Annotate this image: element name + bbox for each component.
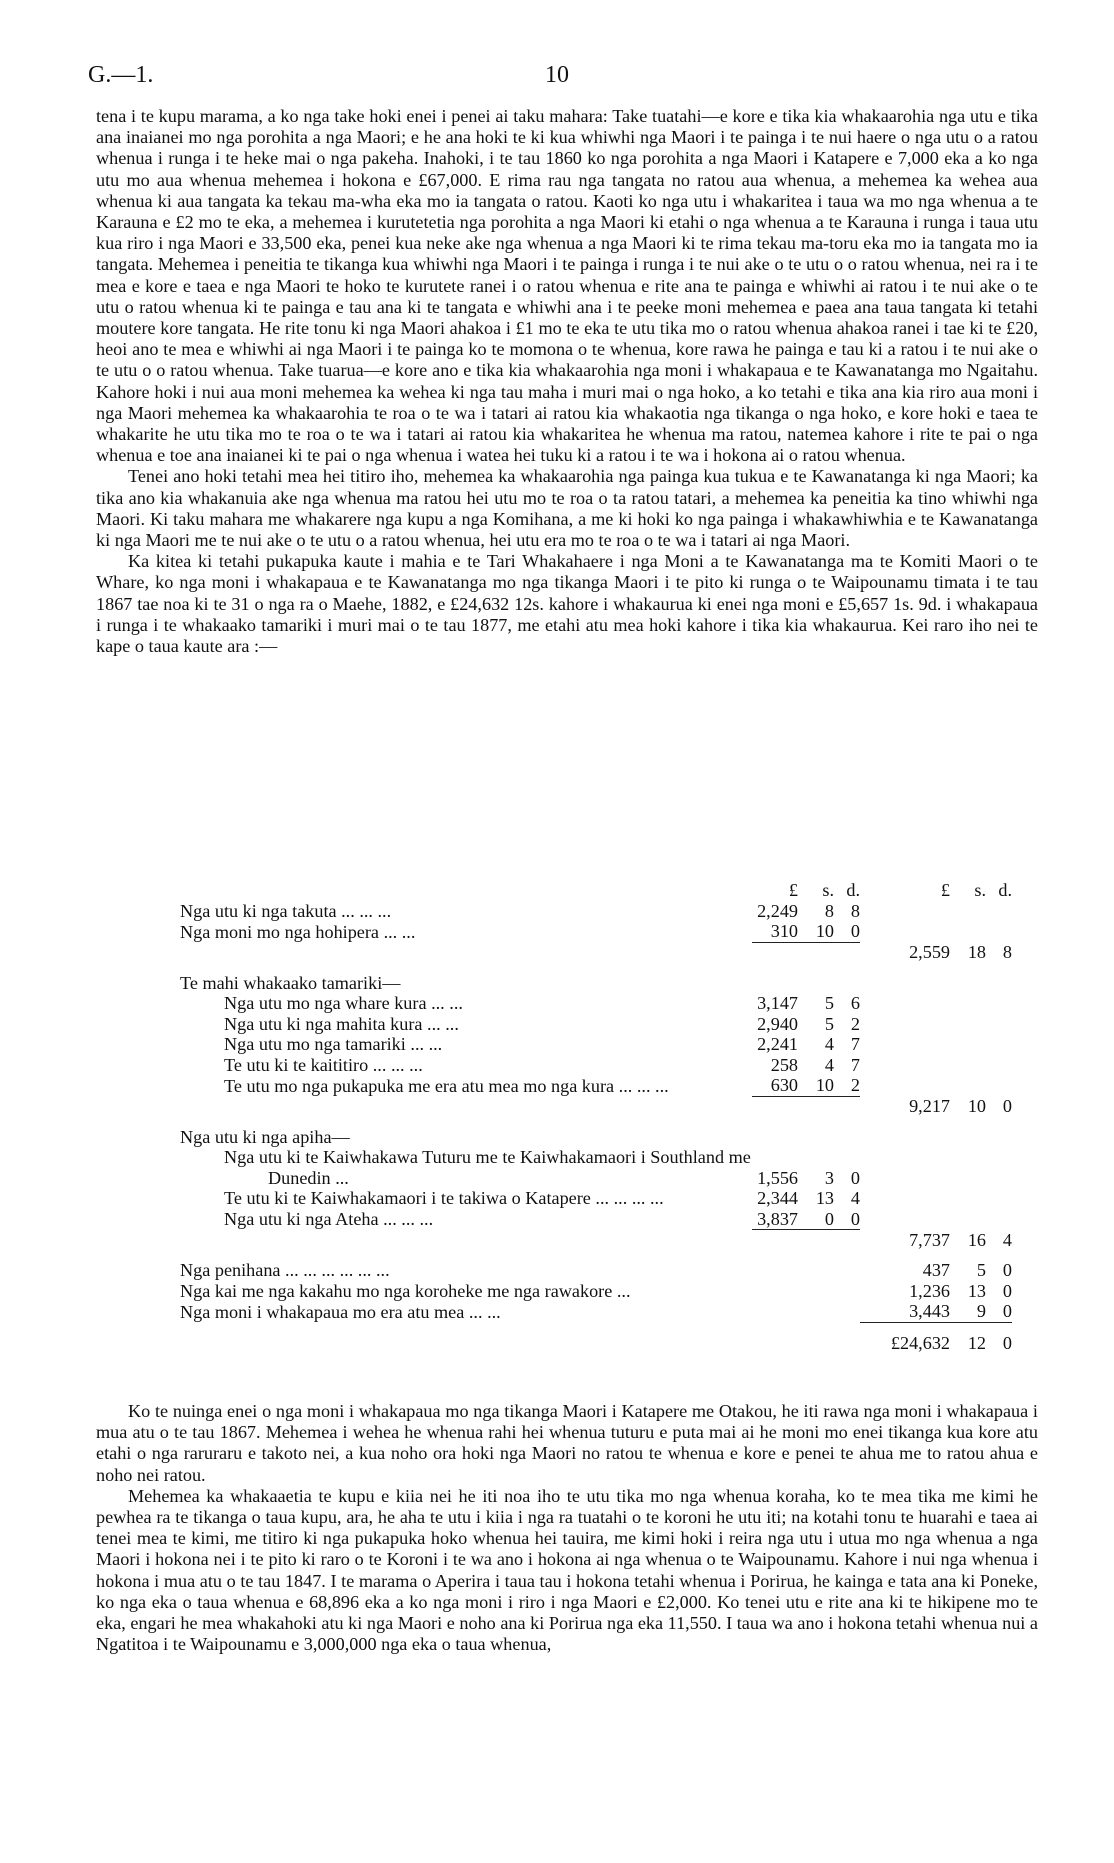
- paragraph: Ka kitea ki tetahi pukapuka kaute i mahia e te Tari Whakahaere i nga Moni a te Kawanatanga ma te Komiti Maori o te Whare, ko nga moni i whakapaua e te Kawanatanga mo nga tikanga Maori i te pito ki runga o te Waipounamu timata i te tau 1867 tae noa ki te 31 o nga ra o Maehe, 1882, e £24,632 12s. kahore i whakaurua ki enei nga moni e £5,657 1s. 9d. i whakapaua i runga i te whakaako tamariki i muri mai o te tau 1877, me etahi atu mea hoki kahore i tika kia whakaurua. Kei raro iho nei te kape o taua kaute ara :—: [96, 551, 1038, 657]
- item-pounds: 2,344: [757, 1188, 798, 1208]
- page-number: 10: [545, 62, 569, 88]
- subtotal-pence: 0: [1002, 1096, 1012, 1116]
- item-shillings: 10: [815, 1075, 834, 1095]
- item-pence: 0: [1002, 1260, 1012, 1280]
- subtotal-shillings: 18: [967, 942, 986, 962]
- leader-dots: ... ... ... ... ...: [303, 1260, 390, 1280]
- item-label: Nga utu ki nga mahita kura: [224, 1013, 423, 1034]
- item-shillings: 13: [967, 1280, 986, 1301]
- subtotal-pounds: 7,737: [909, 1229, 950, 1250]
- item-shillings: 9: [950, 1301, 986, 1322]
- paragraph: Tenei ano hoki tetahi mea hei titiro iho, mehemea ka whakaarohia nga painga kua tukua e te Kawanatanga ki nga Maori; ka tika ano kia whakanuia ake nga whenua ma ratou hei utu mo te roa o ta ratou tatari, a mehemea ka peneitia ka tino whiwhi nga Maori. Ki taku mahara me whakarere nga kupu a nga Komihana, a me ki hoki ko nga painga i whakawhiwhia e te Kawanatanga ki nga Maori me te nui ake o te utu o a ratou whenua, hei utu era mo te roa o te wa i tatari ai nga Maori.: [96, 466, 1038, 551]
- item-pounds: 1,556: [757, 1167, 798, 1188]
- item-pounds: 437: [922, 1260, 950, 1280]
- item-pounds: 630: [770, 1075, 798, 1095]
- item-shillings: 5: [976, 1260, 986, 1280]
- item-pence: 2: [850, 1013, 860, 1034]
- pence-header: d.: [998, 880, 1012, 900]
- group-heading: Nga utu ki nga apiha—: [180, 1126, 350, 1147]
- item-shillings: 13: [815, 1188, 834, 1208]
- leader-dots: ... ...: [468, 1301, 501, 1322]
- item-label: Nga moni i whakapaua mo era atu mea: [180, 1301, 465, 1322]
- table-row: [180, 993, 1012, 1014]
- item-pence: 7: [850, 1034, 860, 1054]
- item-pence: 2: [850, 1075, 860, 1095]
- item-shillings: 0: [824, 1208, 834, 1229]
- item-label: Nga utu mo nga whare kura: [224, 993, 427, 1013]
- series-code: G.—1.: [88, 62, 154, 88]
- item-pounds: 2,249: [757, 900, 798, 921]
- shillings-header: s.: [974, 880, 986, 900]
- item-pence: 0: [850, 1208, 860, 1229]
- shillings-header: s.: [822, 880, 834, 900]
- item-label: Te utu ki te kaititiro ...: [224, 1054, 387, 1075]
- table-row: [180, 1281, 1012, 1302]
- item-label: Te utu mo nga pukapuka me era atu mea mo nga kura: [224, 1075, 615, 1096]
- item-label: Te utu ki te Kaiwhakamaori i te takiwa o Katapere ...: [224, 1188, 610, 1208]
- group-heading-row: [180, 973, 1012, 994]
- grand-total-pounds: £24,632: [890, 1332, 950, 1353]
- item-pence: 0: [986, 1301, 1012, 1322]
- item-pounds: 3,147: [757, 993, 798, 1013]
- leader-dots: ... ...: [390, 1054, 423, 1075]
- table-row: [180, 1260, 1012, 1281]
- leader-dots: ... ... ...: [613, 1188, 664, 1208]
- item-shillings: 8: [824, 900, 834, 921]
- item-pounds: 310: [770, 921, 798, 941]
- item-pence: 0: [850, 921, 860, 941]
- item-shillings: 5: [824, 1013, 834, 1034]
- subtotal-pence: 8: [1002, 942, 1012, 962]
- item-label: Nga moni mo nga hohipera: [180, 921, 380, 942]
- subtotal-shillings: 10: [967, 1096, 986, 1116]
- item-shillings: 10: [815, 921, 834, 941]
- pounds-header: £: [940, 880, 950, 900]
- group-heading-row: [180, 1127, 1012, 1148]
- item-label: Nga penihana ...: [180, 1260, 299, 1280]
- pence-header: d.: [846, 880, 860, 900]
- subtotal-pounds: 2,559: [909, 942, 950, 962]
- item-shillings: 5: [824, 993, 834, 1013]
- leader-dots: ... ... ...: [341, 900, 392, 921]
- paragraph: Ko te nuinga enei o nga moni i whakapaua mo nga tikanga Maori i Katapere me Otakou, he iti rawa nga moni i whakapaua i mua atu o te tau 1867. Mehemea i wehea he whenua rahi hei whenua tuturu e puta mai ai he moni mo enei tikanga kua kore atu etahi o nga raruraru e takoto nei, a kua noho ora hoki nga Maori no ratou te whenua e kore e penei te ahua me to ratou ahua e noho nei ratou.: [96, 1401, 1038, 1485]
- body-text-bottom: [96, 1401, 1038, 1655]
- item-shillings: 3: [824, 1167, 834, 1188]
- subtotal-shillings: 16: [967, 1229, 986, 1250]
- item-label: Nga utu ki nga Ateha ...: [224, 1209, 397, 1229]
- subtotal-row: [180, 1096, 1012, 1117]
- item-shillings: 4: [824, 1034, 834, 1054]
- table-row: [180, 1301, 1012, 1322]
- item-pounds: 258: [770, 1054, 798, 1075]
- leader-dots: ... ... ...: [618, 1075, 669, 1096]
- item-label: Nga utu ki te Kaiwhakawa Tuturu me te Kaiwhakamaori i Southland me Dunedin: [224, 1147, 751, 1188]
- grand-total-pence: 0: [1002, 1332, 1012, 1353]
- paragraph: Mehemea ka whakaaetia te kupu e kiia nei he iti noa iho te utu tika mo nga whenua koraha, ko te mea tika me kimi he pewhea ra te tikanga o taua kupu, ara, he aha te utu i kiia i nga ra tuatahi o te koroni he utu iti; na kotahi tonu te huarahi e taea ai tenei mea te kimi, me titiro ki nga pukapuka hoko whenua hei tauira, me kimi hoki i reira nga utu i utua mo nga whenua a nga Maori i hokona nei i te pito ki raro o te Koroni i te wa ano i hokona ai nga whenua o te Waipounamu. Kahore i nui nga whenua i hokona i mua atu o te tau 1847. I te marama o Aperira i taua tau i hokona tetahi whenua i Porirua, he kainga e tata ana ki Poneke, ko nga eka o taua whenua e 68,896 eka a ko nga moni i riro i nga Maori e £2,000. Ko tenei utu e rite ana ki te hikipene mo te eka, engari he mea whakahoki atu ki nga Maori e noho ana ki Porirua nga eka 11,550. I taua wa ano i hokona tetahi whenua nui a Ngatitoa i te Waipounamu e 3,000,000 nga eka o taua whenua,: [96, 1485, 1038, 1655]
- table-row: [180, 1188, 1012, 1209]
- subtotal-row: [180, 942, 1012, 963]
- item-pence: 7: [850, 1054, 860, 1075]
- leader-dots: ... ...: [383, 921, 416, 942]
- item-pounds: 1,236: [909, 1280, 950, 1301]
- item-pounds: 3,443: [860, 1301, 950, 1322]
- account-grid: [180, 880, 1012, 1353]
- item-label: Nga utu mo nga tamariki: [224, 1034, 406, 1054]
- leader-dots: ... ...: [401, 1209, 434, 1229]
- body-text-top: [96, 106, 1038, 657]
- leader-dots: ...: [616, 1280, 631, 1301]
- group-heading: Te mahi whakaako tamariki—: [180, 972, 401, 993]
- subtotal-pounds: 9,217: [909, 1096, 950, 1116]
- item-pence: 0: [850, 1167, 860, 1188]
- item-pounds: 2,241: [757, 1034, 798, 1054]
- leader-dots: ... ...: [410, 1034, 443, 1054]
- table-row: [180, 921, 1012, 942]
- leader-dots: ...: [335, 1167, 349, 1188]
- grand-total-row: [180, 1333, 1012, 1354]
- table-row: [180, 1014, 1012, 1035]
- item-pounds: 3,837: [757, 1208, 798, 1229]
- paragraph: tena i te kupu marama, a ko nga take hoki enei i penei ai taku mahara: Take tuatahi—e kore e tika kia whakaarohia nga utu e tika ana inaianei mo nga porohita a nga Maori; e he ana hoki te ki kua whiwhi nga Maori i te painga i te nui haere o nga utu o a ratou whenua i runga i te heke mai o nga pakeha. Inahoki, i te tau 1860 ko nga porohita a nga Maori i Katapere e 7,000 eka a ko nga utu mo aua whenua mehemea i hokona e £67,000. E rima rau nga tangata no ratou aua whenua, a mehemea ka wehea aua whenua ki aua tangata ka tekau ma-wha eka mo ia tangata o ratou. Kaoti ko nga utu i whakaritea i taua wa mo nga whenua a te Karauna e £2 mo te eka, a mehemea i kurutetetia nga porohita a nga Maori ki etahi o nga whenua a te Karauna i runga i taua utu kua riro i nga Maori e 33,500 eka, penei kua neke ake nga whenua a nga Maori ki te rima tekau ma-toru eka mo ia tangata mo ia tangata. Mehemea i peneitia te tikanga kua whiwhi nga Maori i te painga i runga i te nui ake o te utu o o ratou whenua, nei ra i te mea e kore e taea e nga Maori te hoko te kurutete ranei i o ratou whenua e rite ana te painga e whiwhi ai ratou i te nui ake o te utu o ratou whenua ki te painga e tau ana ki te tangata e whiwhi ana i te peeke moni mehemea e paea ana taua tangata ki tetahi moutere kore tangata. He rite tonu ki nga Maori ahakoa i £1 mo te eka te utu tika mo o ratou whenua ahakoa ranei i tae ki te £20, heoi ano te mea e whiwhi ai nga Maori i te painga ko te momona o te whenua, kore rawa he painga e tau ki a ratou i te nui ake o te utu o o ratou whenua. Take tuarua—e kore ano e tika kia whakaarohia nga moni i whakapaua e te Kawanatanga mo Ngaitahu. Kahore hoki i nui aua moni mehemea ka wehea ki nga tau maha i muri mai o nga hoko, a ko tetahi e tika ana kia riro aua moni i nga Maori mehemea ka whakaarohia te roa o te wa i tatari ai ratou kia whakaotia nga tikanga o nga hoko, e kore hoki e taea te whakarite he utu tika mo te roa o te wa i tatari ai ratou kia whakaritea he whenua ma ratou, natemea kahore i rite te pai o nga whenua e toe ana inaianei ki te pai o nga whenua i watea hei tuku ki a ratou i te wa i hokona ai o ratou whenua.: [96, 106, 1038, 466]
- item-pence: 4: [850, 1188, 860, 1208]
- table-row: [180, 1147, 1012, 1188]
- account-table: [96, 880, 1038, 1353]
- table-row: [180, 1075, 1012, 1096]
- item-pence: 6: [850, 993, 860, 1013]
- item-pence: 0: [1002, 1280, 1012, 1301]
- subtotal-pence: 4: [1002, 1229, 1012, 1250]
- table-row: [180, 1055, 1012, 1076]
- table-row: [180, 1209, 1012, 1230]
- grand-total-shillings: 12: [967, 1332, 986, 1353]
- table-row: [180, 901, 1012, 922]
- leader-dots: ... ...: [431, 993, 463, 1013]
- item-pounds: 2,940: [757, 1013, 798, 1034]
- item-label: Nga kai me nga kakahu mo nga koroheke me nga rawakore: [180, 1280, 613, 1301]
- item-shillings: 4: [824, 1054, 834, 1075]
- leader-dots: ... ...: [427, 1013, 459, 1034]
- account-header-row: [180, 880, 1012, 901]
- subtotal-row: [180, 1230, 1012, 1251]
- item-label: Nga utu ki nga takuta: [180, 900, 337, 921]
- pounds-header: £: [788, 880, 798, 900]
- item-pence: 8: [850, 900, 860, 921]
- table-row: [180, 1034, 1012, 1055]
